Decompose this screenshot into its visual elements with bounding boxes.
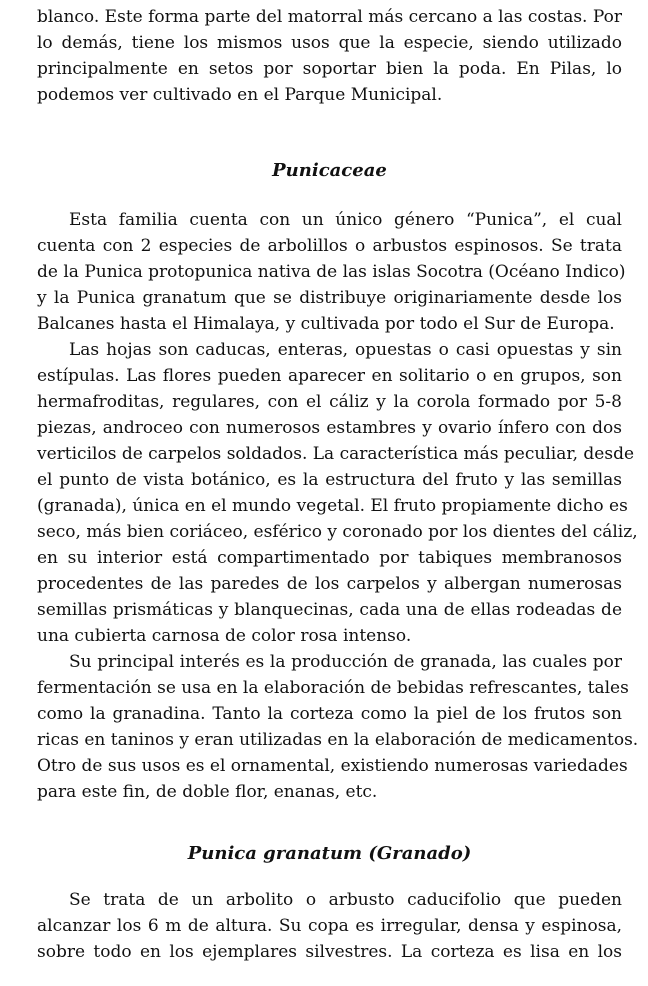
text-line: Su principal interés es la producción de granada, las cuales por — [69, 652, 622, 672]
punicaceae-paragraph-3 — [37, 649, 639, 805]
text-line: y la Punica granatum que se distribuye originariamente desde los — [37, 288, 622, 308]
text-line: Otro de sus usos es el ornamental, existiendo numerosas variedades — [37, 756, 628, 776]
section-heading-punicaceae: Punicaceae — [272, 160, 387, 181]
text-line: una cubierta carnosa de color rosa intenso. — [37, 626, 412, 646]
text-line: en su interior está compartimentado por tabiques membranosos — [37, 548, 622, 568]
text-line: alcanzar los 6 m de altura. Su copa es irregular, densa y espinosa, — [37, 916, 622, 936]
text-line: estípulas. Las flores pueden aparecer en solitario o en grupos, son — [37, 366, 622, 386]
text-line: Esta familia cuenta con un único género “Punica”, el cual — [69, 210, 622, 230]
text-line: (granada), única en el mundo vegetal. El fruto propiamente dicho es — [37, 496, 628, 516]
text-line: Se trata de un arbolito o arbusto caducifolio que pueden — [69, 890, 622, 910]
text-line: seco, más bien coriáceo, esférico y coronado por los dientes del cáliz, — [37, 522, 638, 542]
text-line: el punto de vista botánico, es la estructura del fruto y las semillas — [37, 470, 622, 490]
text-line: blanco. Este forma parte del matorral más cercano a las costas. Por — [37, 7, 622, 27]
text-line: para este fin, de doble flor, enanas, etc. — [37, 782, 378, 802]
text-line: de la Punica protopunica nativa de las islas Socotra (Océano Indico) — [37, 262, 626, 282]
text-line: ricas en taninos y eran utilizadas en la elaboración de medicamentos. — [37, 730, 639, 750]
text-line: semillas prismáticas y blanquecinas, cada una de ellas rodeadas de — [37, 600, 622, 620]
section-heading-granado: Punica granatum (Granado) — [187, 843, 472, 864]
text-line: sobre todo en los ejemplares silvestres. La corteza es lisa en los — [37, 942, 622, 962]
text-line: lo demás, tiene los mismos usos que la especie, siendo utilizado — [37, 33, 622, 53]
text-line: Las hojas son caducas, enteras, opuestas o casi opuestas y sin — [69, 340, 622, 360]
text-line: podemos ver cultivado en el Parque Municipal. — [37, 85, 443, 105]
text-line: cuenta con 2 especies de arbolillos o arbustos espinosos. Se trata — [37, 236, 622, 256]
granado-paragraph-1 — [37, 887, 622, 965]
text-line: principalmente en setos por soportar bien la poda. En Pilas, lo — [37, 59, 622, 79]
punicaceae-paragraph-1 — [37, 207, 626, 337]
text-line: procedentes de las paredes de los carpelos y albergan numerosas — [37, 574, 622, 594]
punicaceae-paragraph-2 — [37, 337, 638, 649]
text-line: como la granadina. Tanto la corteza como la piel de los frutos son — [37, 704, 622, 724]
text-line: Balcanes hasta el Himalaya, y cultivada por todo el Sur de Europa. — [37, 314, 615, 334]
text-line: verticilos de carpelos soldados. La característica más peculiar, desde — [37, 444, 635, 464]
text-line: hermafroditas, regulares, con el cáliz y la corola formado por 5-8 — [37, 392, 622, 412]
text-line: fermentación se usa en la elaboración de bebidas refrescantes, tales — [37, 678, 629, 698]
intro-paragraph — [37, 4, 622, 108]
text-line: piezas, androceo con numerosos estambres y ovario ínfero con dos — [37, 418, 622, 438]
